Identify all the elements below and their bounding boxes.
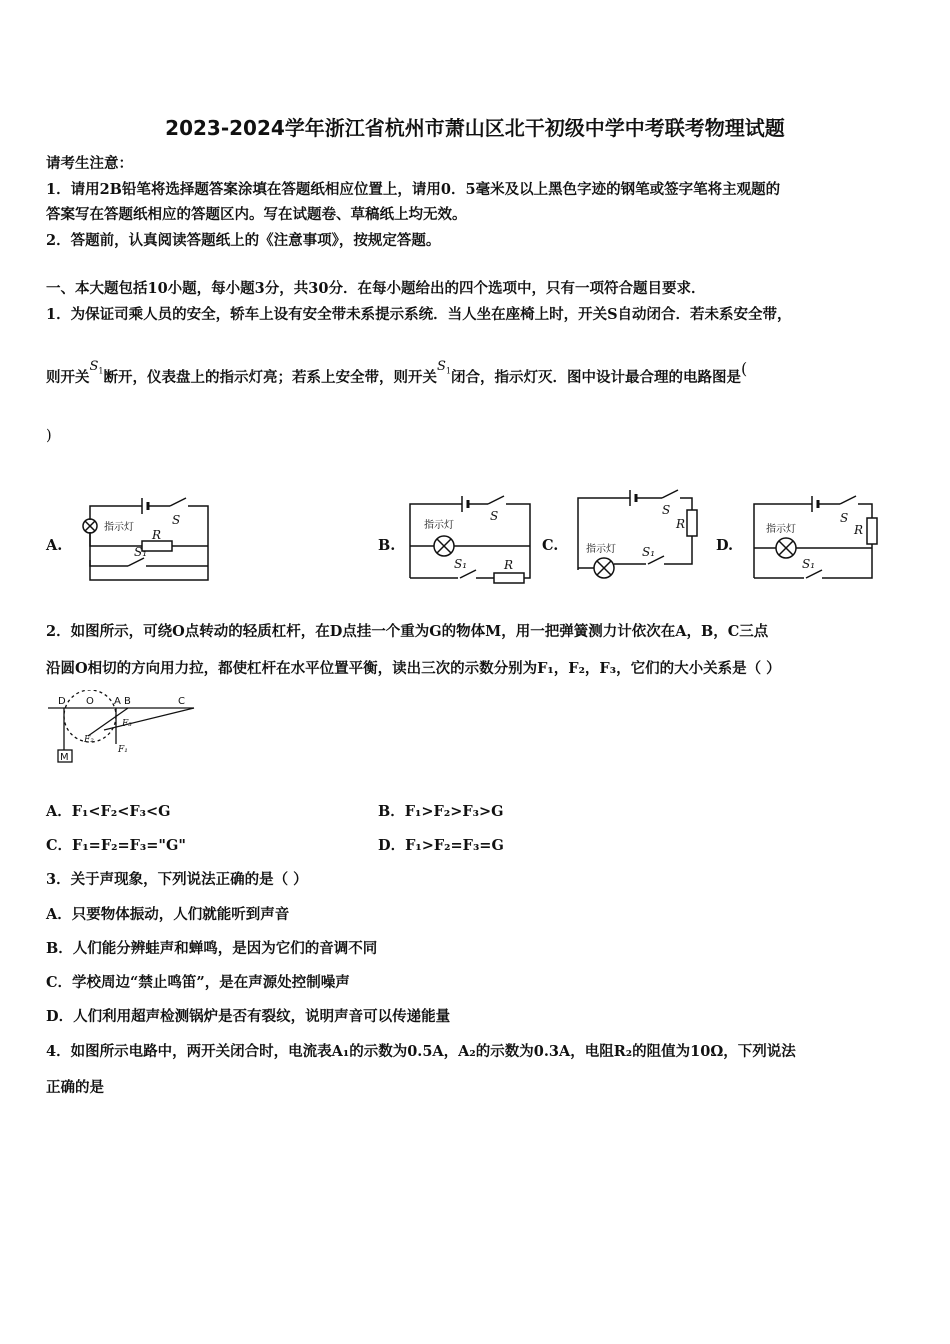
- switch-label: S: [840, 511, 849, 525]
- switch-label: S: [490, 509, 499, 523]
- force-f1-label: F₁: [118, 745, 128, 755]
- q4-stem-line2: 正确的是: [46, 1079, 104, 1096]
- resistor-label: R: [504, 558, 514, 572]
- q1-option-c-label: C.: [542, 537, 559, 554]
- section-heading: 一、本大题包括10小题，每小题3分，共30分．在每小题给出的四个选项中，只有一项符合题目要求．: [46, 280, 706, 297]
- q2-stem-line2: 沿圆O相切的方向用力拉，都使杠杆在水平位置平衡，读出三次的示数分别为F₁，F₂，F₃，它们的大小关系是（ ）: [46, 660, 781, 677]
- q2-option-b: B．F₁>F₂>F₃>G: [378, 803, 504, 820]
- q1-switch-symbol-2: [437, 359, 451, 374]
- q1-text-a: 则开关: [46, 369, 90, 386]
- resistor-label: R: [854, 523, 864, 537]
- s1-letter: S: [437, 359, 446, 374]
- point-o-label: O: [86, 696, 94, 707]
- page-title: 2023-2024学年浙江省杭州市萧山区北干初级中学中考联考物理试题: [165, 116, 785, 140]
- switch1-label: S₁: [802, 557, 816, 571]
- point-d-label: D: [58, 696, 66, 707]
- lamp-label: 指示灯: [586, 544, 616, 555]
- circuit-diagram-b: [404, 486, 534, 584]
- switch1-label: S₁: [134, 545, 148, 559]
- q1-option-a-label: A.: [46, 537, 63, 554]
- q1-open-paren: (: [741, 359, 748, 378]
- q1-text-b: 断开，仪表盘上的指示灯亮；若系上安全带，则开关: [103, 369, 437, 386]
- point-c-label: C: [178, 696, 185, 707]
- switch-label: S: [662, 503, 671, 517]
- point-b-label: B: [124, 696, 131, 707]
- force-f2-label: F₂: [84, 735, 94, 745]
- q4-stem-line1: 4．如图所示电路中，两开关闭合时，电流表A₁的示数为0.5A，A₂的示数为0.3A，电阻R₂的阻值为10Ω，下列说法: [46, 1043, 796, 1060]
- s1-letter: S: [89, 359, 99, 374]
- q2-option-a: A．F₁<F₂<F₃<G: [46, 803, 171, 820]
- lamp-label: 指示灯: [104, 522, 134, 533]
- lamp-label: 指示灯: [766, 524, 796, 535]
- notice-item-1: 1．请用2B铅笔将选择题答案涂填在答题纸相应位置上，请用0．5毫米及以上黑色字迹的钢笔或签字笔将主观题的: [46, 181, 781, 198]
- switch-label: S: [172, 513, 181, 527]
- q1-stem-line1: 1．为保证司乘人员的安全，轿车上设有安全带未系提示系统．当人坐在座椅上时，开关S自动闭合．若未系安全带，: [46, 306, 792, 323]
- q2-option-d: D．F₁>F₂=F₃=G: [378, 837, 504, 854]
- circuit-diagram-a: [72, 492, 214, 584]
- point-a-label: A: [114, 696, 121, 707]
- circuit-diagram-c: [572, 484, 706, 584]
- q3-stem: 3．关于声现象，下列说法正确的是（ ）: [46, 871, 308, 888]
- q2-option-c: C．F₁=F₂=F₃="G": [46, 837, 186, 854]
- q1-stem-line2: [46, 359, 748, 388]
- circuit-diagram-d: [748, 488, 882, 584]
- q1-text-c: 闭合，指示灯灭．图中设计最合理的电路图是: [451, 369, 741, 386]
- notice-heading: 请考生注意：: [46, 155, 133, 172]
- s1-sub: 1: [445, 366, 451, 376]
- q3-option-a: A．只要物体振动，人们就能听到声音: [46, 906, 290, 923]
- q2-stem-line1: 2．如图所示，可绕O点转动的轻质杠杆，在D点挂一个重为G的物体M，用一把弹簧测力计依次在A，B，C三点: [46, 623, 769, 640]
- notice-item-1-cont: 答案写在答题纸相应的答题区内。写在试题卷、草稿纸上均无效。: [46, 206, 467, 223]
- q1-option-b-label: B.: [378, 537, 396, 554]
- switch1-label: S₁: [454, 557, 468, 571]
- q3-option-d: D．人们利用超声检测锅炉是否有裂纹，说明声音可以传递能量: [46, 1008, 451, 1025]
- q1-option-d-label: D.: [716, 537, 734, 554]
- resistor-label: R: [676, 517, 686, 531]
- lamp-label: 指示灯: [424, 520, 454, 531]
- q1-close-paren: ): [46, 428, 52, 444]
- q1-switch-symbol: [90, 359, 104, 374]
- mass-label: M: [60, 752, 69, 763]
- s1-sub: 1: [98, 366, 104, 376]
- q3-option-b: B．人们能分辨蛙声和蝉鸣，是因为它们的音调不同: [46, 940, 378, 957]
- q3-option-c: C．学校周边“禁止鸣笛”，是在声源处控制噪声: [46, 974, 350, 991]
- force-f3-label: F₃: [122, 719, 132, 729]
- switch1-label: S₁: [642, 545, 656, 559]
- notice-item-2: 2．答题前，认真阅读答题纸上的《注意事项》，按规定答题。: [46, 232, 441, 249]
- resistor-label: R: [152, 528, 162, 542]
- lever-diagram: [44, 690, 200, 770]
